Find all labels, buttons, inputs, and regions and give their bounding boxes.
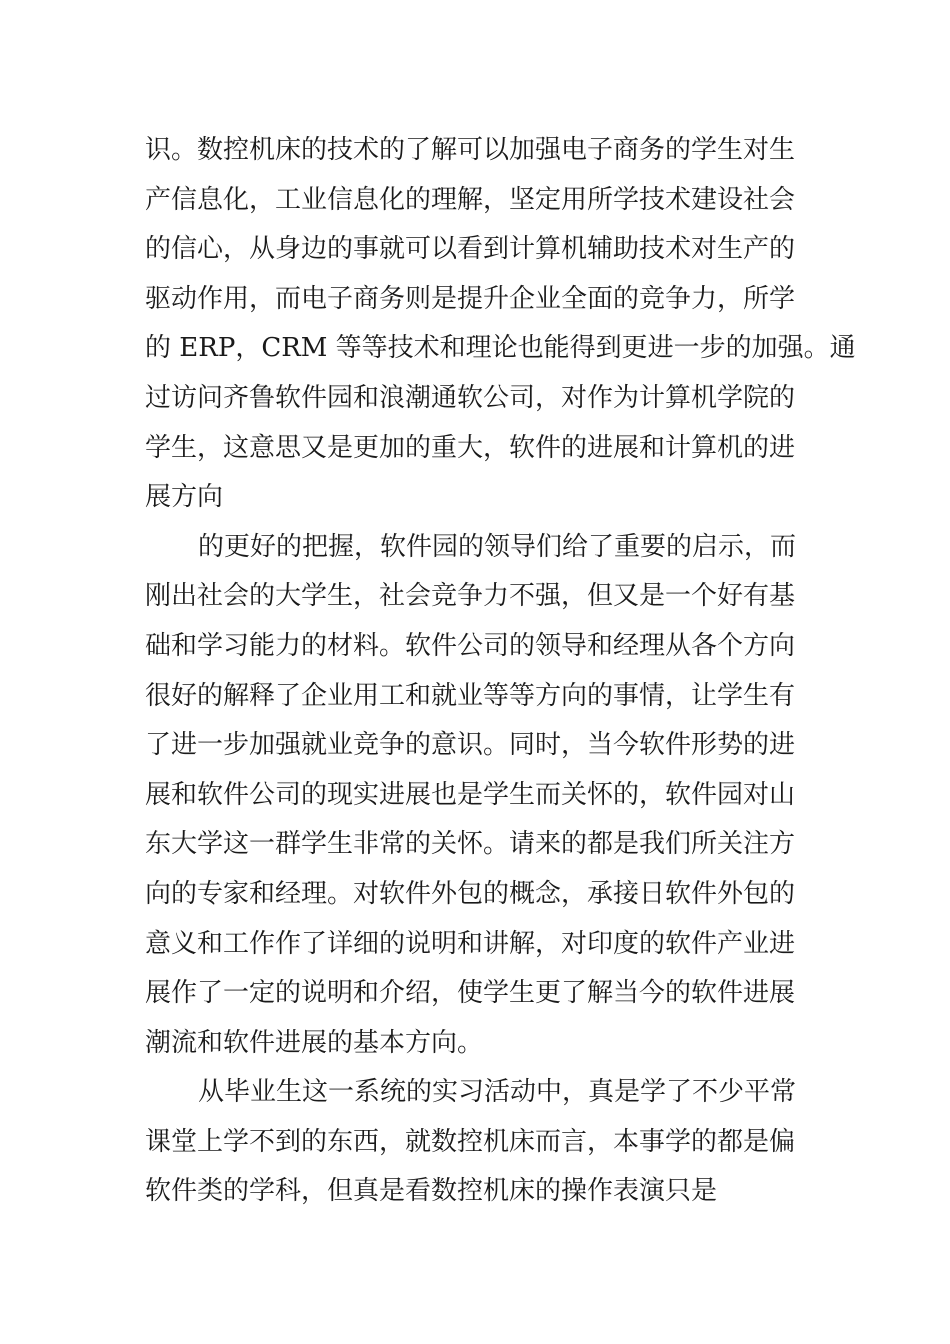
text-line: 刚出社会的大学生，社会竞争力不强，但又是一个好有基 — [145, 581, 796, 612]
text-line: 展和软件公司的现实进展也是学生而关怀的，软件园对山 — [145, 779, 796, 810]
text-line: 识。数控机床的技术的了解可以加强电子商务的学生对生 — [145, 135, 796, 165]
paragraph-3 — [145, 1068, 805, 1217]
text-line: 软件类的学科，但真是看数控机床的操作表演只是 — [145, 1176, 718, 1207]
paragraph-1 — [145, 126, 856, 523]
text-line: 从毕业生这一系统的实习活动中，真是学了不少平常 — [198, 1077, 797, 1108]
text-line: 驱动作用，而电子商务则是提升企业全面的竞争力，所学 — [145, 283, 796, 314]
text-line: 课堂上学不到的东西，就数控机床而言，本事学的都是偏 — [145, 1126, 796, 1157]
text-line: 东大学这一群学生非常的关怀。请来的都是我们所关注方 — [145, 829, 796, 860]
text-line: 展方向 — [145, 482, 224, 513]
paragraph-2 — [145, 523, 805, 1069]
text-line: 产信息化，工业信息化的理解，坚定用所学技术建设社会 — [145, 184, 796, 215]
text-line: 的 ERP，CRM 等等技术和理论也能得到更进一步的加强。通 — [145, 333, 856, 364]
document-body — [145, 126, 856, 1217]
text-line: 础和学习能力的材料。软件公司的领导和经理从各个方向 — [145, 630, 796, 661]
text-line: 了进一步加强就业竞争的意识。同时，当今软件形势的进 — [145, 730, 796, 761]
text-line: 学生，这意思又是更加的重大，软件的进展和计算机的进 — [145, 432, 796, 463]
text-line: 展作了一定的说明和介绍，使学生更了解当今的软件进展 — [145, 978, 796, 1009]
text-line: 潮流和软件进展的基本方向。 — [145, 1027, 484, 1058]
text-line: 很好的解释了企业用工和就业等等方向的事情，让学生有 — [145, 680, 796, 711]
text-line: 的信心，从身边的事就可以看到计算机辅助技术对生产的 — [145, 234, 796, 265]
text-line: 的更好的把握，软件园的领导们给了重要的启示，而 — [198, 531, 797, 562]
text-line: 向的专家和经理。对软件外包的概念，承接日软件外包的 — [145, 878, 796, 909]
text-line: 过访问齐鲁软件园和浪潮通软公司，对作为计算机学院的 — [145, 382, 796, 413]
text-line: 意义和工作作了详细的说明和讲解，对印度的软件产业进 — [145, 928, 796, 959]
